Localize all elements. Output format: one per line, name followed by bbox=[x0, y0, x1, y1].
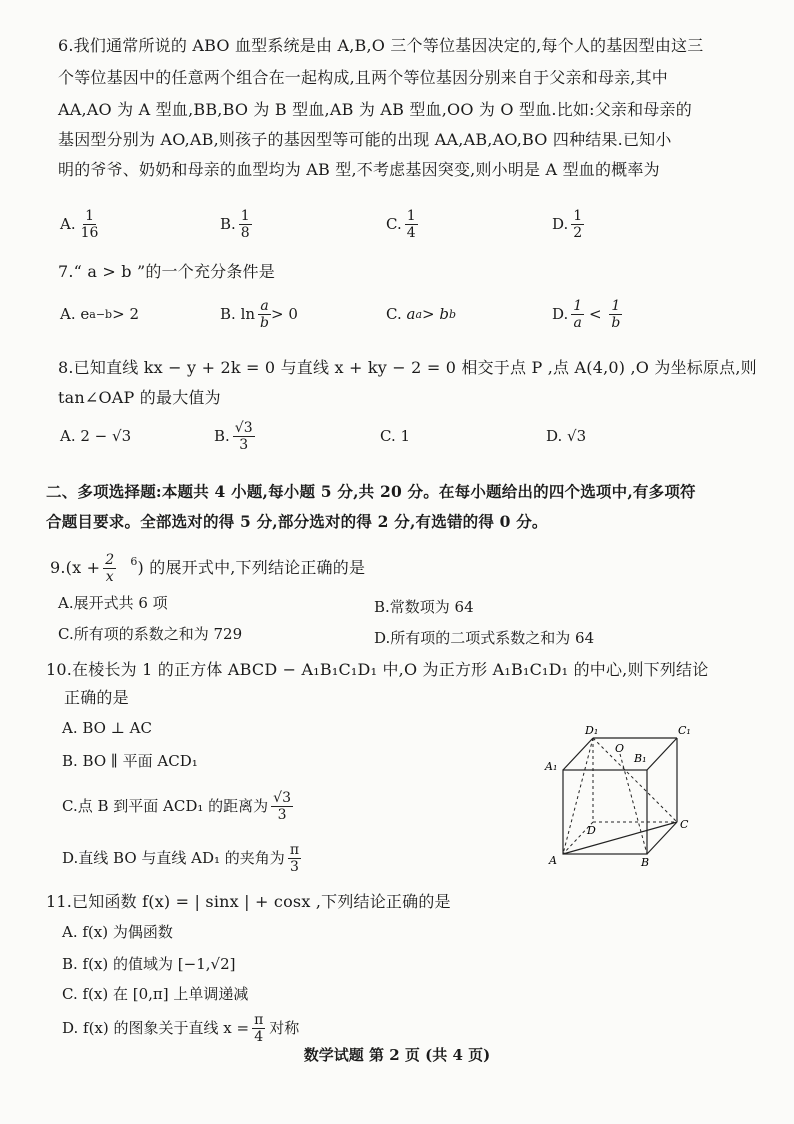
q8-line-1: 8.已知直线 kx − y + 2k = 0 与直线 x + ky − 2 = 0 相交于点 P ,点 A(4,0) ,O 为坐标原点,则 bbox=[58, 358, 757, 377]
section2-line-2: 合题目要求。全部选对的得 5 分,部分选对的得 2 分,有选错的得 0 分。 bbox=[46, 512, 548, 531]
cube-front-face bbox=[563, 770, 647, 854]
q7-option-b: B. ln $\frac{a}{b}$ > 0 bbox=[220, 297, 298, 331]
q7-options bbox=[58, 292, 748, 336]
q9-stem: 9.(x + $\frac{2}{x}$ 6 ) 的展开式中,下列结论正确的是 bbox=[50, 551, 366, 585]
q10-option-d: D.直线 BO 与直线 AD₁ 的夹角为 $\frac{\pi}{3}$ bbox=[62, 841, 300, 875]
q6-options bbox=[58, 202, 748, 246]
cube-figure bbox=[535, 722, 695, 872]
q9-option-b: B.常数项为 64 bbox=[374, 598, 474, 616]
q11-option-b: B. f(x) 的值域为 [−1,√2] bbox=[62, 955, 236, 973]
label-a1: A₁ bbox=[545, 760, 558, 773]
q10-option-b: B. BO ∥ 平面 ACD₁ bbox=[62, 752, 198, 770]
cube-line-ac bbox=[563, 822, 677, 854]
q10-line-2: 正确的是 bbox=[64, 688, 129, 707]
q11-option-d: D. f(x) 的图象关于直线 x = $\frac{\pi}{4}$ 对称 bbox=[62, 1011, 300, 1045]
q6-option-a: A. $\frac{1}{16}$ bbox=[60, 207, 99, 241]
q6-line-1: 6.我们通常所说的 ABO 血型系统是由 A,B,O 三个等位基因决定的,每个人的基因型由这三 bbox=[58, 36, 704, 55]
q6-option-d: D. $\frac{1}{2}$ bbox=[552, 207, 583, 241]
label-c: C bbox=[680, 818, 689, 831]
q9-option-d: D.所有项的二项式系数之和为 64 bbox=[374, 629, 595, 647]
label-d1: D₁ bbox=[585, 724, 599, 737]
q7-option-c: C. a a > b b bbox=[386, 305, 457, 323]
q6-option-b: B. $\frac{1}{8}$ bbox=[220, 207, 250, 241]
q7-stem: 7.“ a > b ”的一个充分条件是 bbox=[58, 262, 275, 281]
q7-option-a: A. e a−b > 2 bbox=[60, 305, 139, 323]
q6-line-3: AA,AO 为 A 型血,BB,BO 为 B 型血,AB 为 AB 型血,OO 为 O 型血.比如:父亲和母亲的 bbox=[58, 100, 692, 119]
q7-option-d: D. $\frac{1}{a}$ < $\frac{1}{b}$ bbox=[552, 297, 621, 331]
q6-option-c: C. $\frac{1}{4}$ bbox=[386, 207, 416, 241]
q11-stem: 11.已知函数 f(x) = | sinx | + cosx ,下列结论正确的是 bbox=[46, 892, 451, 911]
label-d: D bbox=[587, 824, 596, 837]
q8-line-2: tan∠OAP 的最大值为 bbox=[58, 388, 221, 407]
q10-option-a: A. BO ⊥ AC bbox=[62, 719, 152, 737]
q9-option-a: A.展开式共 6 项 bbox=[58, 594, 168, 612]
q6-line-2: 个等位基因中的任意两个组合在一起构成,且两个等位基因分别来自于父亲和母亲,其中 bbox=[58, 68, 668, 87]
page-footer: 数学试题 第 2 页 (共 4 页) bbox=[303, 1046, 491, 1064]
label-c1: C₁ bbox=[678, 724, 691, 737]
q6-line-4: 基因型分别为 AO,AB,则孩子的基因型等可能的出现 AA,AB,AO,BO 四种结果.已知小 bbox=[58, 130, 672, 149]
section2-line-1: 二、多项选择题:本题共 4 小题,每小题 5 分,共 20 分。在每小题给出的四个选项中,有多项符 bbox=[46, 482, 696, 501]
q9-option-c: C.所有项的系数之和为 729 bbox=[58, 625, 243, 643]
q8-option-b: B. $\frac{√3}{3}$ bbox=[214, 419, 253, 453]
q10-line-1: 10.在棱长为 1 的正方体 ABCD − A₁B₁C₁D₁ 中,O 为正方形 A₁B₁C₁D₁ 的中心,则下列结论 bbox=[46, 660, 709, 679]
q8-option-d: D. √3 bbox=[546, 427, 587, 445]
label-b: B bbox=[641, 856, 650, 869]
label-b1: B₁ bbox=[634, 752, 647, 765]
q8-option-a: A. 2 − √3 bbox=[60, 427, 132, 445]
q8-options bbox=[58, 414, 748, 458]
q11-option-a: A. f(x) 为偶函数 bbox=[62, 923, 173, 941]
label-o: O bbox=[615, 742, 625, 755]
q10-option-c: C.点 B 到平面 ACD₁ 的距离为 $\frac{√3}{3}$ bbox=[62, 789, 291, 823]
q6-line-5: 明的爷爷、奶奶和母亲的血型均为 AB 型,不考虑基因突变,则小明是 A 型血的概率为 bbox=[58, 160, 660, 179]
cube-edge-a1d1 bbox=[563, 738, 593, 770]
label-a: A bbox=[549, 854, 557, 867]
cube-edge-c1b1 bbox=[647, 738, 677, 770]
q8-option-c: C. 1 bbox=[380, 427, 411, 445]
q11-option-c: C. f(x) 在 [0,π] 上单调递减 bbox=[62, 985, 249, 1003]
